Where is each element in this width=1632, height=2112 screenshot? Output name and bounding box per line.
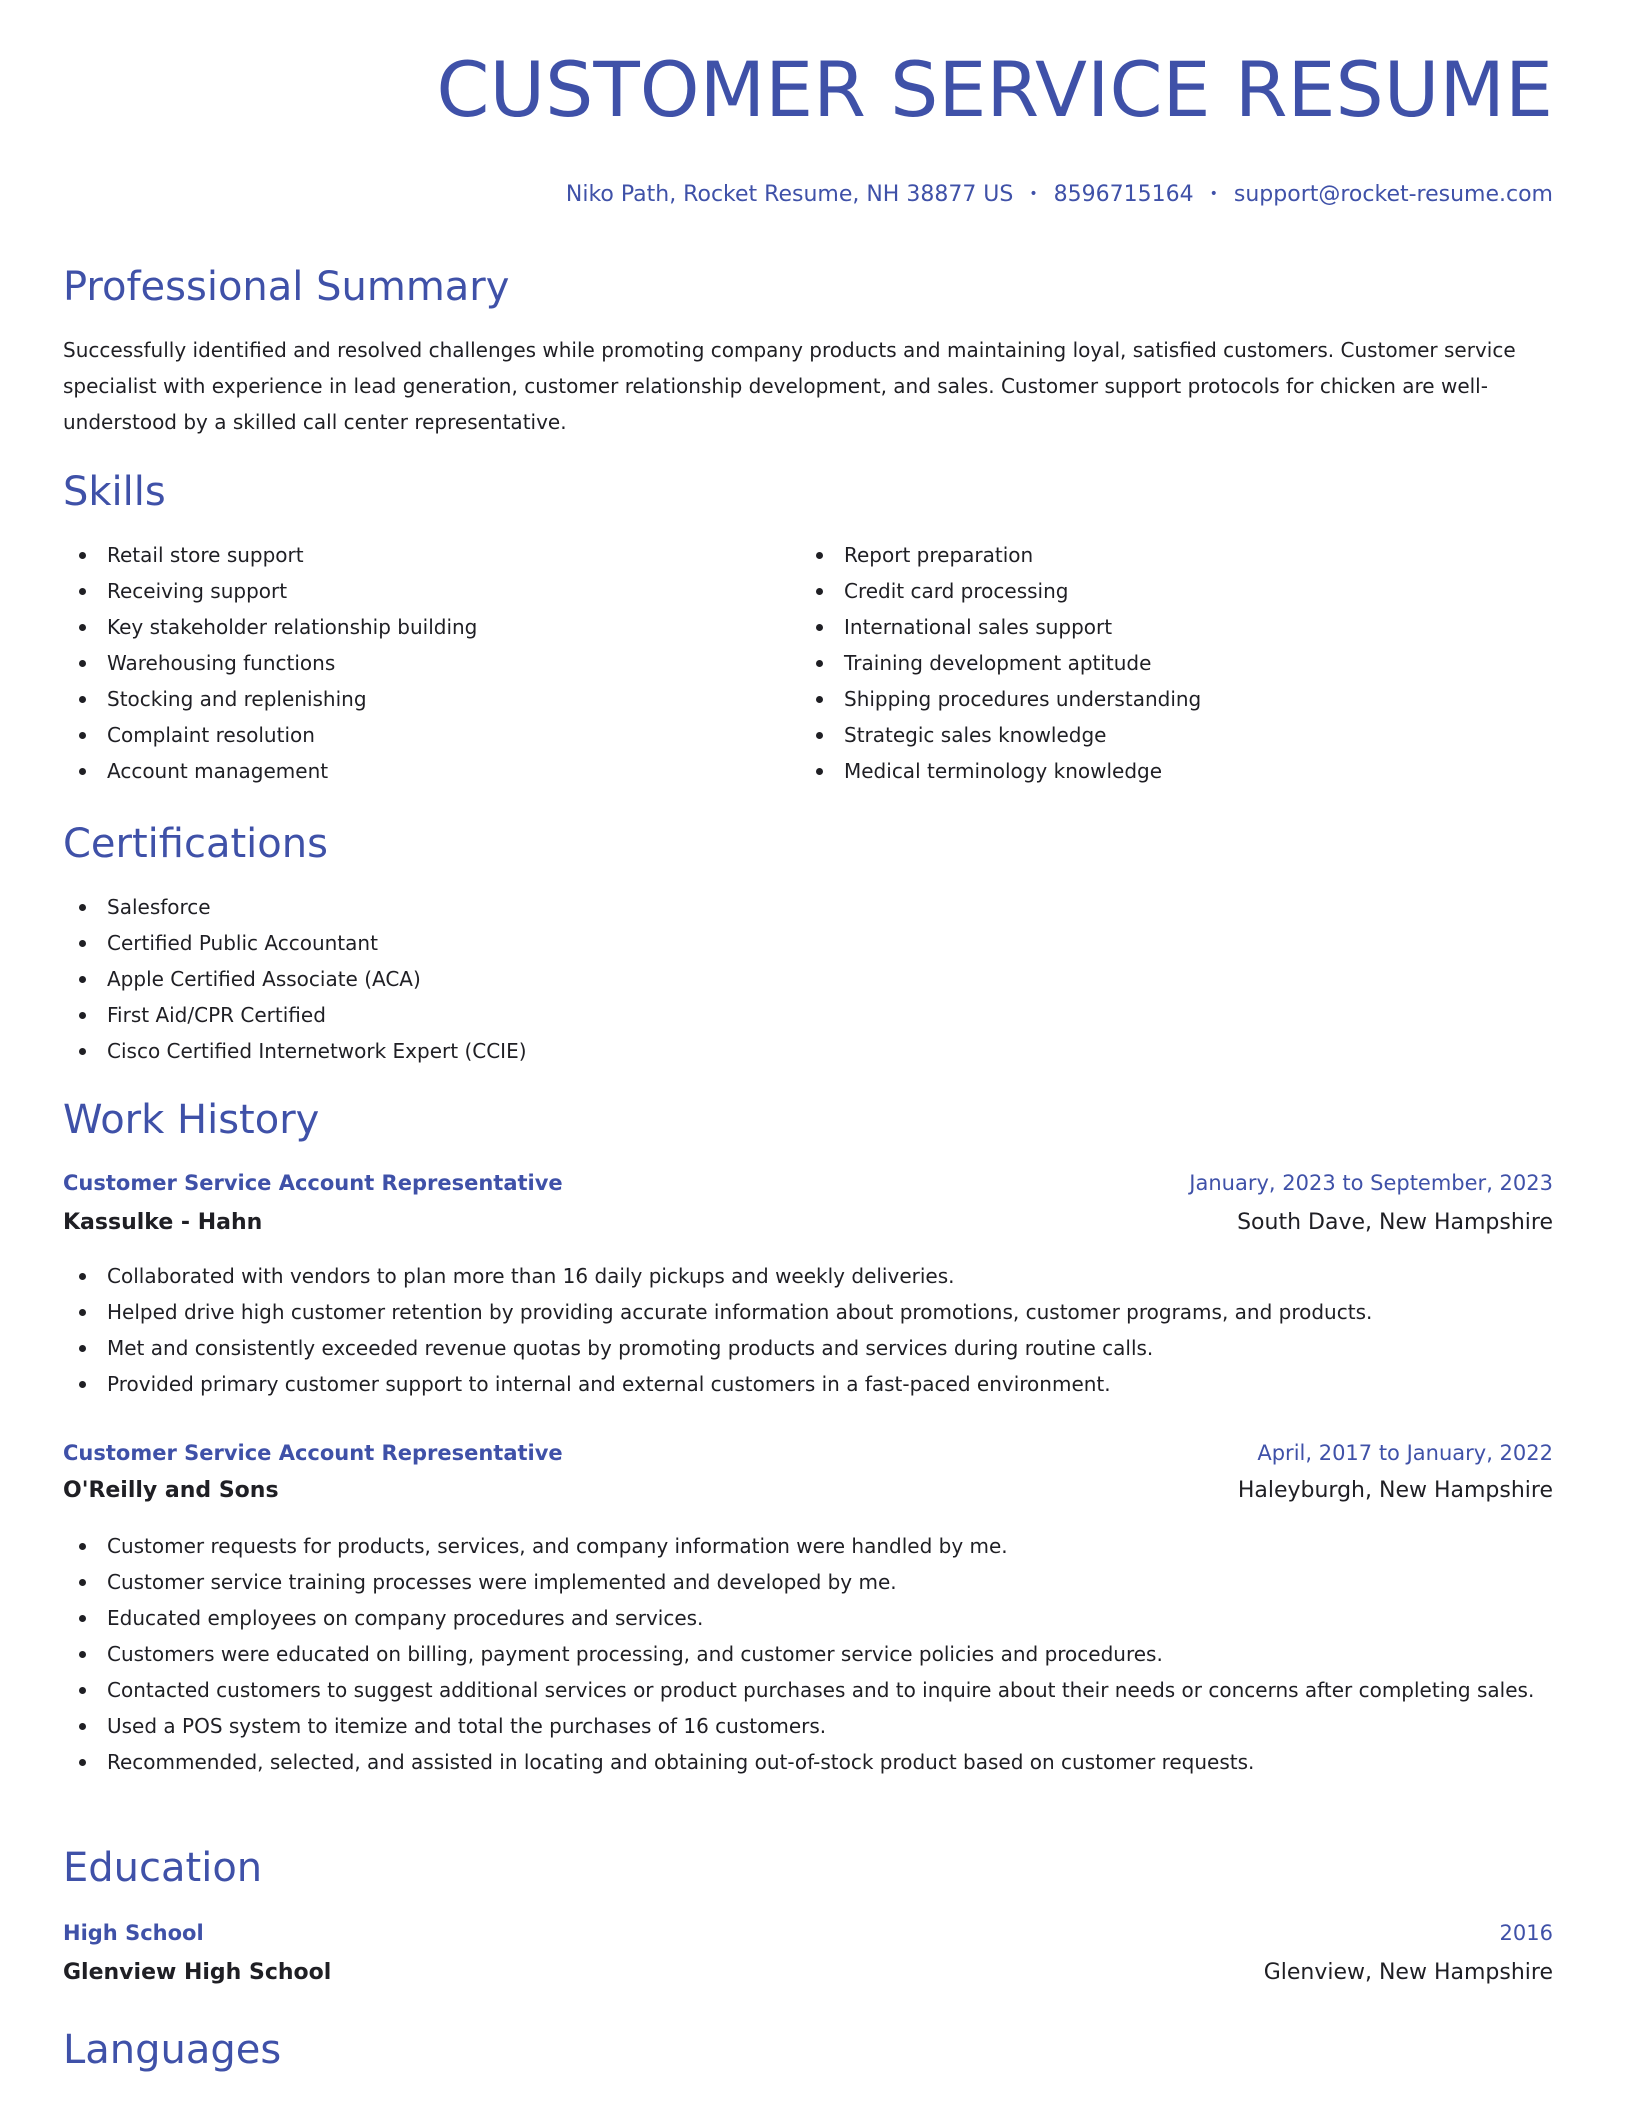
job-bullet: Contacted customers to suggest additional services or product purchases and to inquire about their needs or concerns after completing sales. xyxy=(63,1672,1553,1708)
skill-item: Key stakeholder relationship building xyxy=(63,609,783,645)
skill-item: Account management xyxy=(63,753,783,789)
contact-separator: • xyxy=(1029,186,1038,202)
job-bullet: Recommended, selected, and assisted in locating and obtaining out-of-stock product based on customer requests. xyxy=(63,1744,1553,1780)
education-year: 2016 xyxy=(1499,1921,1553,1945)
job-location: Haleyburgh, New Hampshire xyxy=(1237,1478,1553,1503)
certification-item: Certified Public Accountant xyxy=(63,925,1553,961)
skill-item: Stocking and replenishing xyxy=(63,681,783,717)
job-bullet: Customers were educated on billing, payment processing, and customer service policies and procedures. xyxy=(63,1636,1553,1672)
contact-email: support@rocket-resume.com xyxy=(1233,182,1553,207)
job-bullets xyxy=(63,1258,1553,1402)
contact-phone: 8596715164 xyxy=(1053,182,1194,207)
skill-item: International sales support xyxy=(800,609,1520,645)
skills-list-left xyxy=(63,537,783,789)
job-title: Customer Service Account Representative xyxy=(63,1171,563,1195)
education-heading: Education xyxy=(63,1845,263,1891)
job-bullet: Customer service training processes were implemented and developed by me. xyxy=(63,1564,1553,1600)
certification-item: First Aid/CPR Certified xyxy=(63,997,1553,1033)
skills-list-right xyxy=(800,537,1520,789)
contact-separator: • xyxy=(1209,186,1218,202)
certification-item: Cisco Certified Internetwork Expert (CCIE) xyxy=(63,1033,1553,1069)
skill-item: Receiving support xyxy=(63,573,783,609)
skill-item: Shipping procedures understanding xyxy=(800,681,1520,717)
languages-heading: Languages xyxy=(63,2027,282,2073)
job-location: South Dave, New Hampshire xyxy=(1237,1210,1553,1235)
job-employer: Kassulke - Hahn xyxy=(63,1210,263,1235)
job-bullet: Provided primary customer support to internal and external customers in a fast-paced environment. xyxy=(63,1366,1553,1402)
skill-item: Training development aptitude xyxy=(800,645,1520,681)
job-bullets xyxy=(63,1528,1553,1780)
contact-address: Niko Path, Rocket Resume, NH 38877 US xyxy=(565,182,1014,207)
job-bullet: Collaborated with vendors to plan more than 16 daily pickups and weekly deliveries. xyxy=(63,1258,1553,1294)
certification-item: Apple Certified Associate (ACA) xyxy=(63,961,1553,997)
certification-item: Salesforce xyxy=(63,889,1553,925)
resume-title: CUSTOMER SERVICE RESUME xyxy=(436,45,1553,134)
job-bullet: Customer requests for products, services, and company information were handled by me. xyxy=(63,1528,1553,1564)
job-bullet: Met and consistently exceeded revenue quotas by promoting products and services during routine calls. xyxy=(63,1330,1553,1366)
job-title: Customer Service Account Representative xyxy=(63,1441,563,1465)
summary-text: Successfully identified and resolved challenges while promoting company products and maintaining loyal, satisfied customers. Customer service specialist with experience in lead generation, customer relationship development, and sales. Customer support protocols for chicken are well-understood by a skilled call center representative. xyxy=(63,338,1516,434)
skills-heading: Skills xyxy=(63,469,166,515)
summary-heading: Professional Summary xyxy=(63,264,510,310)
work-history-heading: Work History xyxy=(63,1097,320,1143)
job-bullet: Educated employees on company procedures and services. xyxy=(63,1600,1553,1636)
skill-item: Complaint resolution xyxy=(63,717,783,753)
job-employer: O'Reilly and Sons xyxy=(63,1478,279,1503)
certifications-heading: Certifications xyxy=(63,821,328,867)
education-degree: High School xyxy=(63,1921,204,1945)
education-school: Glenview High School xyxy=(63,1960,332,1985)
skill-item: Retail store support xyxy=(63,537,783,573)
education-location: Glenview, New Hampshire xyxy=(1263,1960,1553,1985)
skill-item: Warehousing functions xyxy=(63,645,783,681)
job-dates: April, 2017 to January, 2022 xyxy=(1257,1441,1553,1465)
certifications-list xyxy=(63,889,1553,1069)
skill-item: Report preparation xyxy=(800,537,1520,573)
job-bullet: Helped drive high customer retention by providing accurate information about promotions, customer programs, and products. xyxy=(63,1294,1553,1330)
skill-item: Credit card processing xyxy=(800,573,1520,609)
skill-item: Strategic sales knowledge xyxy=(800,717,1520,753)
job-dates: January, 2023 to September, 2023 xyxy=(1189,1171,1553,1195)
job-bullet: Used a POS system to itemize and total the purchases of 16 customers. xyxy=(63,1708,1553,1744)
contact-line xyxy=(566,182,1553,207)
skill-item: Medical terminology knowledge xyxy=(800,753,1520,789)
